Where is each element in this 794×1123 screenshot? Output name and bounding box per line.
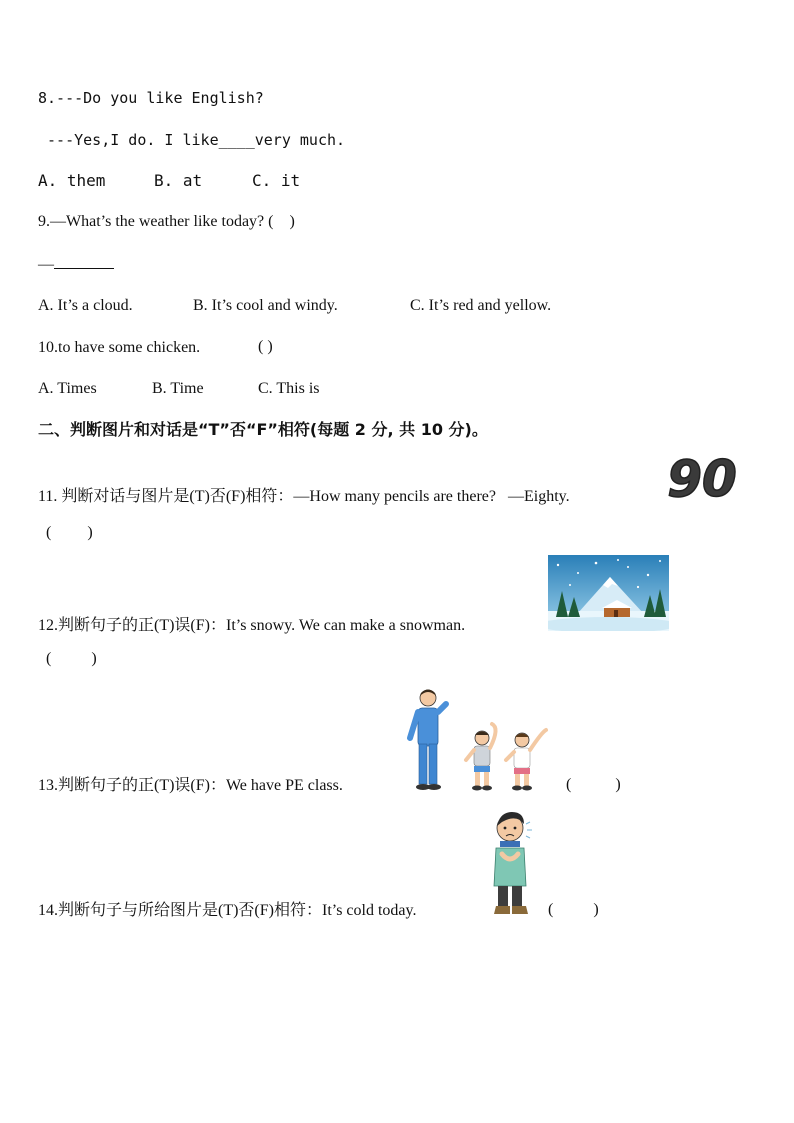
- child-figure-2: [506, 730, 546, 791]
- section2-heading: 二、判断图片和对话是“T”否“F”相符(每题 2 分, 共 10 分)。: [38, 420, 488, 439]
- q8-option-a: A. them: [38, 171, 106, 190]
- number-90-image: [664, 452, 740, 506]
- q10-option-c: C. This is: [258, 380, 320, 397]
- teacher-figure: [410, 690, 446, 791]
- q10-paren: ( ): [258, 338, 273, 355]
- q9-dash: —: [38, 256, 54, 273]
- q9-option-a: A. It’s a cloud.: [38, 297, 133, 314]
- q10-question: 10.to have some chicken.: [38, 339, 201, 356]
- q9-question: 9.—What’s the weather like today? ( ): [38, 213, 295, 230]
- q14-paren: ( ): [548, 901, 599, 918]
- q13-text: 13.判断句子的正(T)误(F)：We have PE class.: [38, 777, 343, 794]
- q9-answer-blank: [54, 254, 114, 269]
- q12-text: 12.判断句子的正(T)误(F)：It’s snowy. We can make a snowman.: [38, 617, 466, 634]
- q9-option-b: B. It’s cool and windy.: [193, 297, 338, 314]
- q12-paren: ( ): [46, 650, 97, 667]
- q8-question: 8.---Do you like English?: [38, 89, 264, 107]
- number-90-text: 90: [667, 452, 737, 506]
- snowy-landscape-image: [548, 555, 669, 631]
- q9-answer-line: [38, 254, 114, 275]
- q10-option-b: B. Time: [152, 380, 204, 397]
- q14-text: 14.判断句子与所给图片是(T)否(F)相符：It’s cold today.: [38, 902, 417, 919]
- q10-option-a: A. Times: [38, 380, 97, 397]
- q9-option-c: C. It’s red and yellow.: [410, 297, 552, 314]
- pe-class-image: [404, 688, 552, 794]
- child-figure-1: [466, 724, 496, 791]
- q8-option-c: C. it: [252, 171, 301, 190]
- q11-paren: ( ): [46, 524, 93, 541]
- q11-text: 11. 判断对话与图片是(T)否(F)相符：—How many pencils are there? —Eighty.: [38, 488, 570, 505]
- q13-paren: ( ): [566, 776, 621, 793]
- q8-answer: ---Yes,I do. I like____very much.: [38, 131, 346, 149]
- cold-boy-image: [488, 808, 536, 920]
- q8-option-b: B. at: [154, 171, 203, 190]
